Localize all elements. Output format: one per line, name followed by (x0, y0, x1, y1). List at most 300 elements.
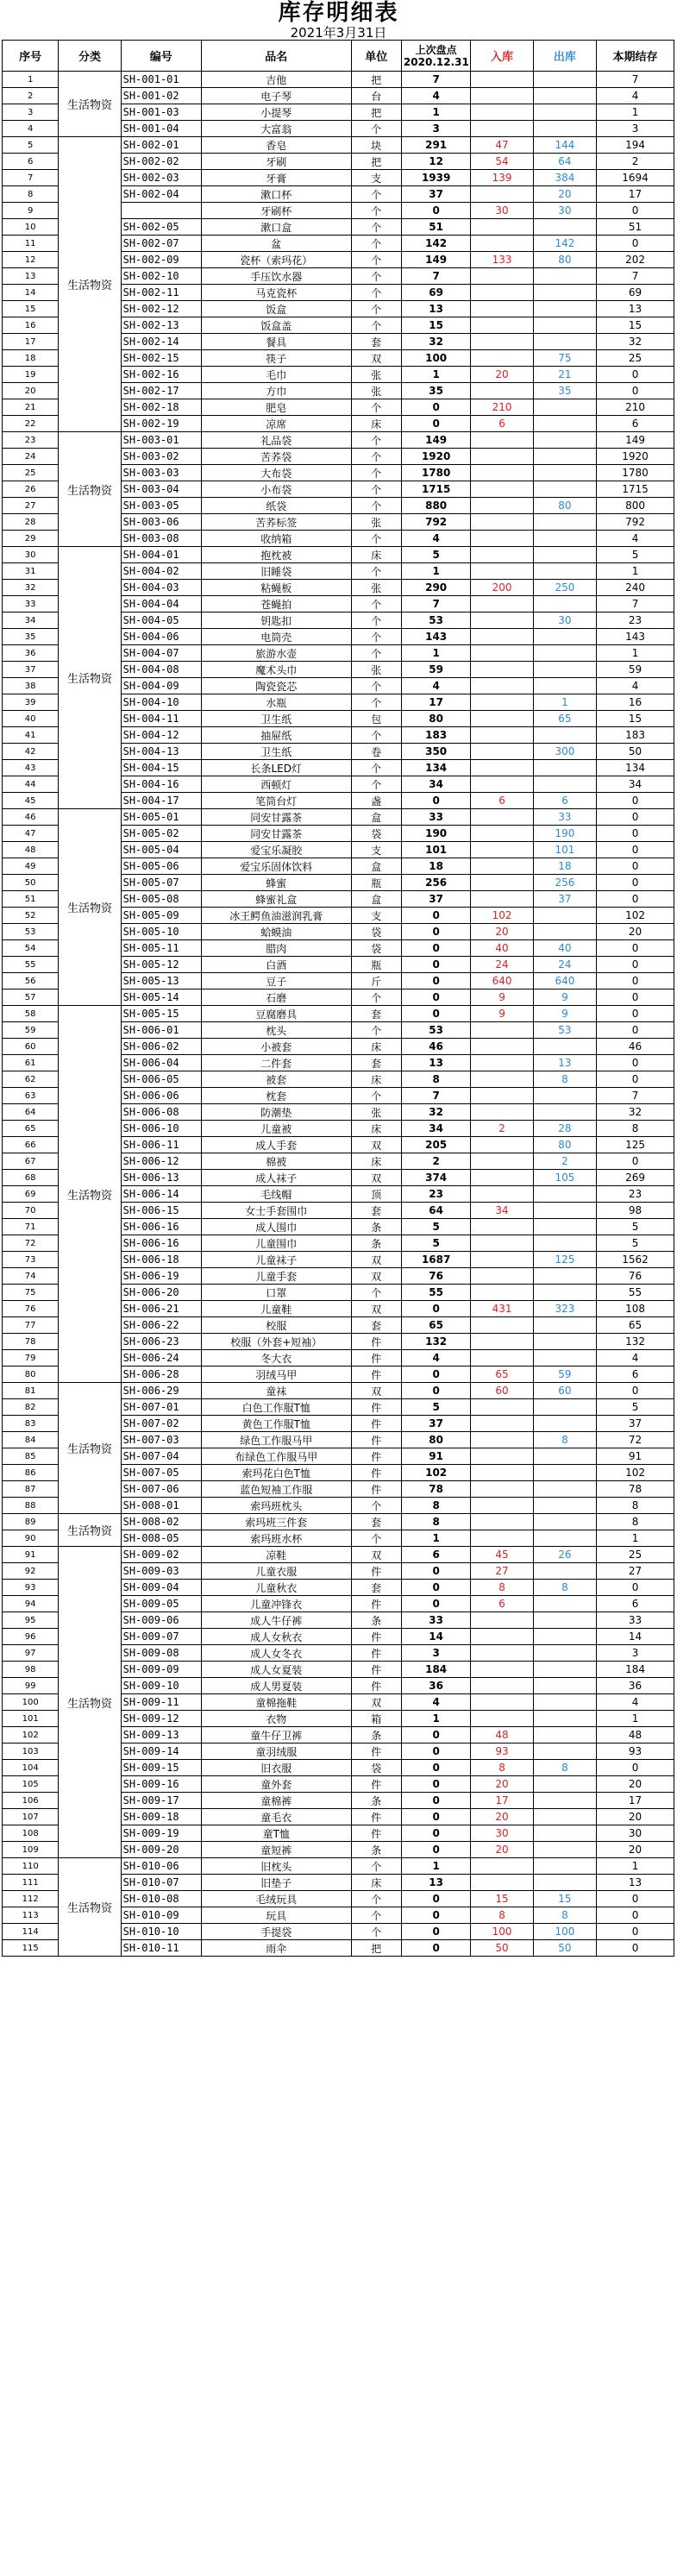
cell-out (533, 1285, 596, 1301)
cell-in (471, 1317, 533, 1334)
cell-end: 6 (597, 416, 674, 432)
cell-out: 101 (533, 842, 596, 858)
cell-unit: 条 (351, 1612, 401, 1629)
cell-code: SH-009-02 (121, 1547, 201, 1563)
cell-idx: 7 (3, 170, 59, 186)
cell-name: 魔术头巾 (201, 662, 351, 678)
cell-code: SH-001-04 (121, 121, 201, 137)
cell-unit: 件 (351, 1416, 401, 1432)
cell-code: SH-009-19 (121, 1825, 201, 1842)
cell-code: SH-005-06 (121, 858, 201, 875)
cell-category: 生活物资 (59, 1383, 121, 1514)
cell-name: 苍蝇拍 (201, 596, 351, 613)
cell-name: 校服（外套+短袖） (201, 1334, 351, 1350)
cell-code: SH-006-20 (121, 1285, 201, 1301)
cell-unit: 件 (351, 1825, 401, 1842)
cell-end: 4 (597, 678, 674, 694)
cell-code: SH-004-09 (121, 678, 201, 694)
cell-name: 蓝色短袖工作服 (201, 1481, 351, 1498)
cell-code: SH-004-11 (121, 711, 201, 727)
cell-idx: 74 (3, 1268, 59, 1285)
cell-idx: 109 (3, 1842, 59, 1858)
cell-name: 小被套 (201, 1039, 351, 1055)
cell-code: SH-006-18 (121, 1252, 201, 1268)
cell-name: 枕头 (201, 1022, 351, 1039)
cell-name: 马克瓷杯 (201, 285, 351, 301)
cell-category: 生活物资 (59, 1547, 121, 1858)
cell-last-count: 37 (401, 891, 470, 908)
cell-last-count: 1 (401, 1858, 470, 1875)
cell-end: 269 (597, 1170, 674, 1186)
cell-idx: 35 (3, 629, 59, 645)
cell-idx: 60 (3, 1039, 59, 1055)
cell-unit: 个 (351, 219, 401, 236)
table-body (3, 72, 674, 1957)
cell-unit: 套 (351, 334, 401, 350)
cell-in (471, 1481, 533, 1498)
cell-last-count: 101 (401, 842, 470, 858)
cell-code: SH-005-13 (121, 973, 201, 990)
cell-name: 童毛衣 (201, 1809, 351, 1825)
cell-in (471, 1514, 533, 1530)
cell-idx: 98 (3, 1662, 59, 1678)
cell-code: SH-006-16 (121, 1235, 201, 1252)
cell-unit: 双 (351, 1268, 401, 1285)
cell-in: 20 (471, 367, 533, 383)
cell-unit: 条 (351, 1793, 401, 1809)
cell-name: 童棉拖鞋 (201, 1694, 351, 1711)
cell-name: 小布袋 (201, 481, 351, 498)
cell-category: 生活物资 (59, 72, 121, 137)
cell-last-count: 792 (401, 514, 470, 531)
cell-name: 豆腐磨具 (201, 1006, 351, 1022)
cell-end: 0 (597, 793, 674, 809)
cell-last-count: 0 (401, 924, 470, 940)
cell-code: SH-002-10 (121, 268, 201, 285)
cell-in (471, 350, 533, 367)
cell-code: SH-004-02 (121, 563, 201, 580)
cell-idx: 66 (3, 1137, 59, 1153)
cell-end: 59 (597, 662, 674, 678)
cell-name: 蜂蜜 (201, 875, 351, 891)
cell-unit: 卷 (351, 744, 401, 760)
cell-unit: 支 (351, 908, 401, 924)
table-row (3, 1383, 674, 1399)
cell-idx: 26 (3, 481, 59, 498)
cell-end: 1 (597, 1530, 674, 1547)
cell-unit: 盏 (351, 793, 401, 809)
cell-out (533, 596, 596, 613)
cell-name: 手压饮水器 (201, 268, 351, 285)
cell-in (471, 1104, 533, 1121)
cell-code: SH-004-03 (121, 580, 201, 596)
cell-idx: 31 (3, 563, 59, 580)
cell-name: 凉鞋 (201, 1547, 351, 1563)
cell-out (533, 1104, 596, 1121)
cell-name: 饭盒盖 (201, 317, 351, 334)
table-row (3, 1547, 674, 1563)
cell-unit: 张 (351, 1104, 401, 1121)
cell-in (471, 1465, 533, 1481)
cell-name: 索玛花白色T恤 (201, 1465, 351, 1481)
cell-end: 8 (597, 1514, 674, 1530)
cell-last-count: 1715 (401, 481, 470, 498)
cell-idx: 73 (3, 1252, 59, 1268)
cell-unit: 个 (351, 1924, 401, 1940)
cell-idx: 36 (3, 645, 59, 662)
cell-name: 卫生纸 (201, 744, 351, 760)
cell-idx: 97 (3, 1645, 59, 1662)
cell-end: 32 (597, 1104, 674, 1121)
cell-end: 5 (597, 1399, 674, 1416)
cell-in (471, 1252, 533, 1268)
cell-idx: 75 (3, 1285, 59, 1301)
cell-out (533, 1465, 596, 1481)
cell-out (533, 1416, 596, 1432)
cell-out: 9 (533, 990, 596, 1006)
cell-name: 牙刷杯 (201, 203, 351, 219)
cell-unit: 个 (351, 760, 401, 776)
cell-last-count: 32 (401, 334, 470, 350)
cell-out: 8 (533, 1432, 596, 1448)
cell-end: 20 (597, 1842, 674, 1858)
cell-code: SH-001-02 (121, 88, 201, 104)
cell-code: SH-008-05 (121, 1530, 201, 1547)
cell-out (533, 776, 596, 793)
cell-code: SH-007-02 (121, 1416, 201, 1432)
cell-out: 15 (533, 1891, 596, 1907)
cell-out (533, 1727, 596, 1744)
cell-in (471, 662, 533, 678)
cell-last-count: 0 (401, 1809, 470, 1825)
cell-out (533, 317, 596, 334)
cell-name: 儿童秋衣 (201, 1580, 351, 1596)
cell-last-count: 0 (401, 1727, 470, 1744)
cell-in: 20 (471, 1842, 533, 1858)
cell-idx: 13 (3, 268, 59, 285)
cell-code: SH-002-05 (121, 219, 201, 236)
cell-out: 30 (533, 613, 596, 629)
cell-unit: 床 (351, 547, 401, 563)
cell-code: SH-004-08 (121, 662, 201, 678)
cell-name: 爱宝乐固体饮料 (201, 858, 351, 875)
cell-in (471, 1498, 533, 1514)
cell-out: 35 (533, 383, 596, 399)
cell-idx: 5 (3, 137, 59, 154)
cell-code: SH-004-01 (121, 547, 201, 563)
cell-in: 6 (471, 1596, 533, 1612)
cell-code: SH-005-11 (121, 940, 201, 957)
cell-in: 54 (471, 154, 533, 170)
cell-idx: 56 (3, 973, 59, 990)
cell-end: 4 (597, 1694, 674, 1711)
cell-name: 旧衣服 (201, 1760, 351, 1776)
cell-end: 1 (597, 563, 674, 580)
cell-idx: 17 (3, 334, 59, 350)
cell-idx: 96 (3, 1629, 59, 1645)
cell-code: SH-006-28 (121, 1367, 201, 1383)
cell-out (533, 1662, 596, 1678)
cell-idx: 94 (3, 1596, 59, 1612)
cell-last-count: 4 (401, 678, 470, 694)
cell-end: 2 (597, 154, 674, 170)
cell-name: 童棉裤 (201, 1793, 351, 1809)
cell-name: 绿色工作服马甲 (201, 1432, 351, 1448)
cell-unit: 个 (351, 1498, 401, 1514)
cell-in (471, 547, 533, 563)
cell-code: SH-002-07 (121, 236, 201, 252)
cell-name: 被套 (201, 1071, 351, 1088)
cell-unit: 双 (351, 1547, 401, 1563)
cell-in: 47 (471, 137, 533, 154)
cell-last-count: 8 (401, 1514, 470, 1530)
cell-last-count: 0 (401, 1596, 470, 1612)
cell-out (533, 662, 596, 678)
cell-unit: 个 (351, 531, 401, 547)
cell-idx: 10 (3, 219, 59, 236)
cell-code: SH-009-11 (121, 1694, 201, 1711)
cell-last-count: 142 (401, 236, 470, 252)
cell-idx: 20 (3, 383, 59, 399)
cell-end: 7 (597, 72, 674, 88)
cell-out: 26 (533, 1547, 596, 1563)
cell-unit: 盒 (351, 891, 401, 908)
cell-out (533, 121, 596, 137)
col-header-idx: 序号 (3, 41, 59, 72)
cell-unit: 个 (351, 285, 401, 301)
cell-code: SH-007-01 (121, 1399, 201, 1416)
cell-unit: 件 (351, 1662, 401, 1678)
cell-end: 792 (597, 514, 674, 531)
cell-end: 0 (597, 383, 674, 399)
cell-code: SH-002-13 (121, 317, 201, 334)
cell-last-count: 53 (401, 1022, 470, 1039)
cell-end: 102 (597, 1465, 674, 1481)
cell-code: SH-003-03 (121, 465, 201, 481)
cell-name: 白酒 (201, 957, 351, 973)
cell-end: 240 (597, 580, 674, 596)
cell-idx: 45 (3, 793, 59, 809)
cell-idx: 42 (3, 744, 59, 760)
cell-out: 125 (533, 1252, 596, 1268)
cell-end: 134 (597, 760, 674, 776)
cell-out (533, 1268, 596, 1285)
cell-in (471, 1350, 533, 1367)
cell-in (471, 104, 533, 121)
cell-last-count: 0 (401, 1383, 470, 1399)
cell-last-count: 33 (401, 1612, 470, 1629)
cell-name: 索玛班水杯 (201, 1530, 351, 1547)
cell-end: 20 (597, 1809, 674, 1825)
cell-code: SH-006-29 (121, 1383, 201, 1399)
cell-last-count: 0 (401, 1825, 470, 1842)
cell-unit: 张 (351, 580, 401, 596)
cell-end: 32 (597, 334, 674, 350)
cell-last-count: 7 (401, 72, 470, 88)
cell-code: SH-001-01 (121, 72, 201, 88)
cell-out: 50 (533, 1940, 596, 1957)
cell-end: 8 (597, 1498, 674, 1514)
cell-out: 190 (533, 826, 596, 842)
cell-end: 15 (597, 711, 674, 727)
cell-last-count: 100 (401, 350, 470, 367)
cell-last-count: 0 (401, 957, 470, 973)
cell-idx: 58 (3, 1006, 59, 1022)
cell-end: 0 (597, 1907, 674, 1924)
cell-idx: 6 (3, 154, 59, 170)
cell-code: SH-006-24 (121, 1350, 201, 1367)
cell-end: 1715 (597, 481, 674, 498)
cell-out: 40 (533, 940, 596, 957)
cell-idx: 87 (3, 1481, 59, 1498)
cell-unit: 个 (351, 1858, 401, 1875)
cell-name: 肥皂 (201, 399, 351, 416)
cell-out: 384 (533, 170, 596, 186)
cell-code: SH-009-03 (121, 1563, 201, 1580)
cell-code: SH-002-17 (121, 383, 201, 399)
cell-in (471, 1416, 533, 1432)
cell-code: SH-009-04 (121, 1580, 201, 1596)
cell-end: 17 (597, 1793, 674, 1809)
cell-end: 143 (597, 629, 674, 645)
cell-unit: 台 (351, 88, 401, 104)
cell-last-count: 23 (401, 1186, 470, 1203)
cell-last-count: 4 (401, 1350, 470, 1367)
cell-unit: 双 (351, 1383, 401, 1399)
cell-in (471, 613, 533, 629)
cell-idx: 24 (3, 449, 59, 465)
cell-name: 童袜 (201, 1383, 351, 1399)
cell-unit: 床 (351, 1071, 401, 1088)
cell-last-count: 5 (401, 1399, 470, 1416)
cell-name: 衣物 (201, 1711, 351, 1727)
cell-code: SH-005-09 (121, 908, 201, 924)
cell-in (471, 1612, 533, 1629)
cell-code: SH-002-15 (121, 350, 201, 367)
cell-last-count: 5 (401, 1235, 470, 1252)
cell-out (533, 1530, 596, 1547)
cell-idx: 14 (3, 285, 59, 301)
cell-name: 纸袋 (201, 498, 351, 514)
cell-unit: 件 (351, 1678, 401, 1694)
cell-idx: 47 (3, 826, 59, 842)
cell-unit: 个 (351, 1285, 401, 1301)
cell-out (533, 334, 596, 350)
cell-name: 童短裤 (201, 1842, 351, 1858)
cell-idx: 86 (3, 1465, 59, 1481)
cell-idx: 85 (3, 1448, 59, 1465)
cell-in: 8 (471, 1907, 533, 1924)
cell-name: 毛巾 (201, 367, 351, 383)
cell-end: 184 (597, 1662, 674, 1678)
cell-end: 0 (597, 1153, 674, 1170)
cell-code: SH-005-07 (121, 875, 201, 891)
cell-in (471, 776, 533, 793)
cell-idx: 79 (3, 1350, 59, 1367)
cell-end: 7 (597, 1088, 674, 1104)
cell-idx: 93 (3, 1580, 59, 1596)
cell-unit: 套 (351, 1580, 401, 1596)
cell-end: 7 (597, 596, 674, 613)
cell-name: 抽屉纸 (201, 727, 351, 744)
cell-end: 1694 (597, 170, 674, 186)
cell-unit: 件 (351, 1448, 401, 1465)
cell-last-count: 1 (401, 1530, 470, 1547)
cell-last-count: 0 (401, 1580, 470, 1596)
cell-idx: 103 (3, 1744, 59, 1760)
cell-end: 34 (597, 776, 674, 793)
cell-in (471, 1678, 533, 1694)
cell-last-count: 0 (401, 973, 470, 990)
cell-in (471, 186, 533, 203)
cell-idx: 67 (3, 1153, 59, 1170)
cell-out: 64 (533, 154, 596, 170)
cell-out (533, 727, 596, 744)
cell-last-count: 291 (401, 137, 470, 154)
cell-idx: 18 (3, 350, 59, 367)
cell-code: SH-002-18 (121, 399, 201, 416)
cell-name: 成人围巾 (201, 1219, 351, 1235)
cell-name: 毛绒玩具 (201, 1891, 351, 1907)
cell-out: 24 (533, 957, 596, 973)
cell-last-count: 1 (401, 104, 470, 121)
cell-last-count: 0 (401, 399, 470, 416)
cell-in: 65 (471, 1367, 533, 1383)
cell-last-count: 35 (401, 383, 470, 399)
cell-code: SH-004-07 (121, 645, 201, 662)
cell-in: 30 (471, 1825, 533, 1842)
cell-end: 0 (597, 1383, 674, 1399)
cell-in (471, 72, 533, 88)
cell-code: SH-003-08 (121, 531, 201, 547)
cell-idx: 68 (3, 1170, 59, 1186)
cell-out: 100 (533, 1924, 596, 1940)
cell-end: 0 (597, 809, 674, 826)
cell-end: 1562 (597, 1252, 674, 1268)
cell-last-count: 183 (401, 727, 470, 744)
cell-out: 75 (533, 350, 596, 367)
cell-last-count: 184 (401, 1662, 470, 1678)
cell-name: 方巾 (201, 383, 351, 399)
cell-unit: 个 (351, 645, 401, 662)
cell-name: 成人女夏装 (201, 1662, 351, 1678)
cell-code: SH-006-15 (121, 1203, 201, 1219)
cell-idx: 29 (3, 531, 59, 547)
cell-out (533, 1809, 596, 1825)
cell-end: 15 (597, 317, 674, 334)
cell-name: 钥匙扣 (201, 613, 351, 629)
cell-name: 童外套 (201, 1776, 351, 1793)
cell-out (533, 1039, 596, 1055)
cell-in: 27 (471, 1563, 533, 1580)
cell-out (533, 1678, 596, 1694)
cell-in (471, 1219, 533, 1235)
cell-unit: 个 (351, 990, 401, 1006)
cell-name: 儿童衣服 (201, 1563, 351, 1580)
cell-name: 成人牛仔裤 (201, 1612, 351, 1629)
cell-code: SH-003-01 (121, 432, 201, 449)
cell-idx: 41 (3, 727, 59, 744)
cell-unit: 个 (351, 629, 401, 645)
cell-last-count: 149 (401, 432, 470, 449)
cell-out (533, 1711, 596, 1727)
cell-idx: 84 (3, 1432, 59, 1448)
cell-end: 8 (597, 1121, 674, 1137)
cell-unit: 双 (351, 1301, 401, 1317)
cell-unit: 床 (351, 1153, 401, 1170)
cell-out (533, 1481, 596, 1498)
cell-out (533, 924, 596, 940)
